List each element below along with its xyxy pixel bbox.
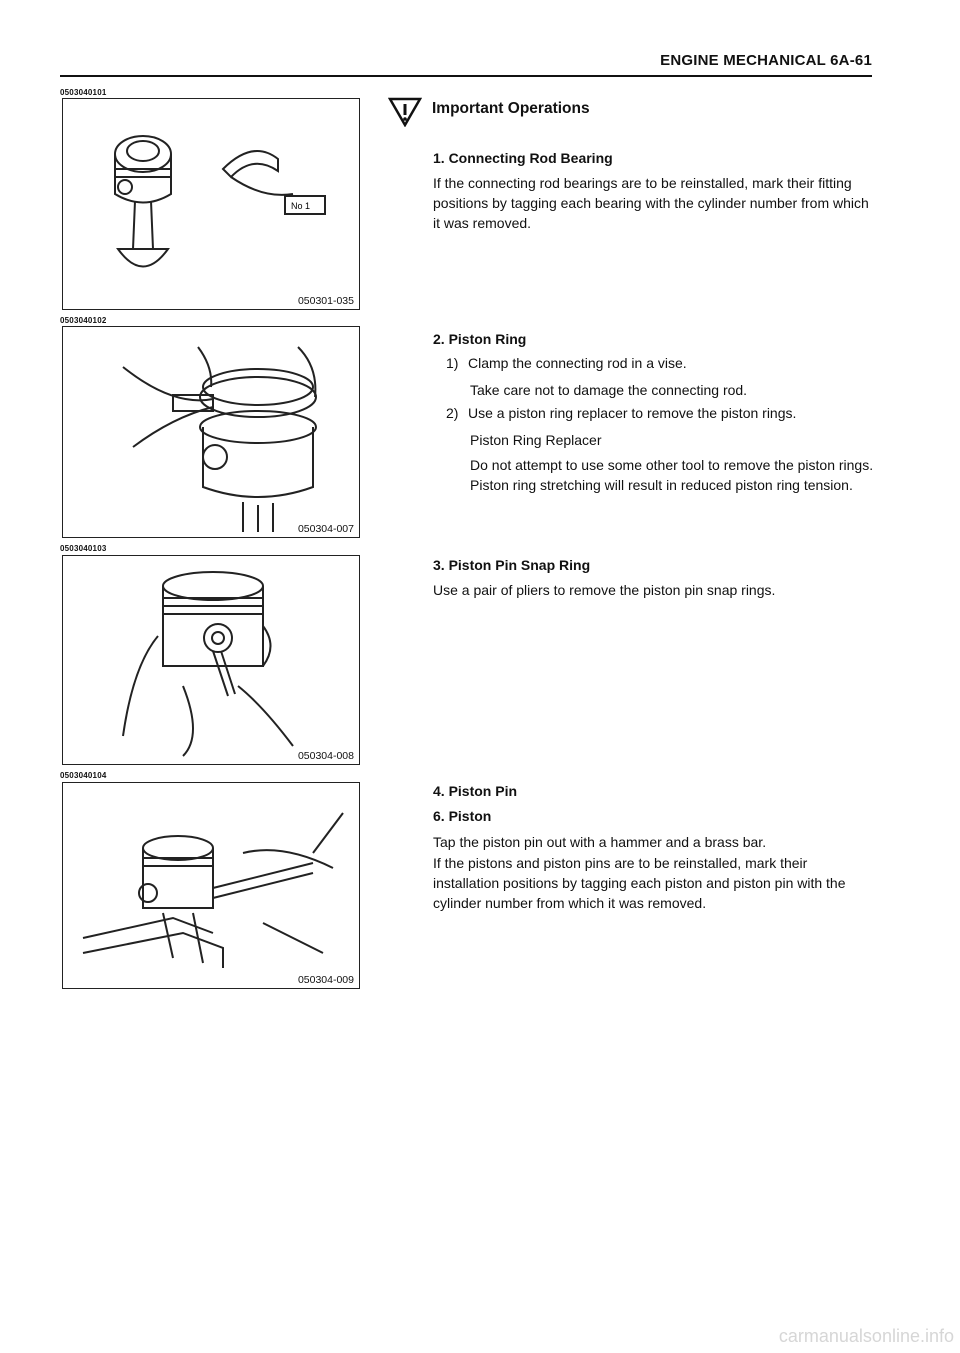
heading-piston: 6. Piston bbox=[433, 808, 492, 824]
step-2-number: 2) bbox=[446, 405, 459, 421]
figure-4-code: 050304-009 bbox=[297, 974, 354, 986]
page-header: ENGINE MECHANICAL 6A-61 bbox=[660, 52, 872, 69]
step-2 bbox=[446, 405, 796, 421]
header-rule bbox=[60, 75, 872, 77]
warning-triangle-icon bbox=[388, 97, 422, 127]
figure-1-code: 050301-035 bbox=[297, 295, 354, 307]
figure-2-code: 050304-007 bbox=[297, 523, 354, 535]
figure-4-id: 0503040104 bbox=[60, 771, 107, 780]
step-1-number: 1) bbox=[446, 355, 459, 371]
text-piston-pin-1: Tap the piston pin out with a hammer and a brass bar. bbox=[433, 834, 767, 850]
heading-piston-pin: 4. Piston Pin bbox=[433, 783, 518, 799]
tool-name: Piston Ring Replacer bbox=[470, 432, 602, 448]
figure-1-illustration bbox=[63, 99, 360, 310]
caution-text: Do not attempt to use some other tool to remove the piston rings. Piston ring stretching will result in reduced piston ring tension. bbox=[470, 457, 874, 493]
step-1-text: Clamp the connecting rod in a vise. bbox=[468, 355, 687, 371]
figure-3-id: 0503040103 bbox=[60, 544, 107, 553]
figure-4-piston-pin-removal bbox=[62, 782, 360, 989]
step-2-text: Use a piston ring replacer to remove the piston rings. bbox=[468, 405, 797, 421]
figure-3-code: 050304-008 bbox=[297, 750, 354, 762]
figure-3-snap-ring-pliers bbox=[62, 555, 360, 765]
figure-3-illustration bbox=[63, 556, 360, 765]
text-connecting-rod-bearing: If the connecting rod bearings are to be reinstalled, mark their fitting positions by tagging each bearing with the cylinder number from which it was removed. bbox=[433, 175, 869, 231]
section-title: Important Operations bbox=[432, 100, 590, 117]
figure-1-piston-rod-bearing bbox=[62, 98, 360, 310]
figure-2-illustration bbox=[63, 327, 360, 538]
figure-1-id: 0503040101 bbox=[60, 88, 107, 97]
text-piston-pin-snap-ring: Use a pair of pliers to remove the piston pin snap rings. bbox=[433, 582, 776, 598]
step-1-note: Take care not to damage the connecting rod. bbox=[470, 382, 748, 398]
figure-4-illustration bbox=[63, 783, 360, 989]
text-piston-pin-2: If the pistons and piston pins are to be reinstalled, mark their installation positions by tagging each piston and piston pin with the cylinder number from which it was removed. bbox=[433, 855, 846, 911]
heading-piston-pin-snap-ring: 3. Piston Pin Snap Ring bbox=[433, 557, 591, 573]
figure-2-id: 0503040102 bbox=[60, 316, 107, 325]
step-1 bbox=[446, 355, 687, 371]
heading-piston-ring: 2. Piston Ring bbox=[433, 331, 527, 347]
bearing-tag-label: No 1 bbox=[291, 201, 311, 211]
figure-2-piston-ring-replacer bbox=[62, 326, 360, 538]
watermark: carmanualsonline.info bbox=[778, 1326, 954, 1346]
heading-connecting-rod-bearing: 1. Connecting Rod Bearing bbox=[433, 150, 613, 166]
